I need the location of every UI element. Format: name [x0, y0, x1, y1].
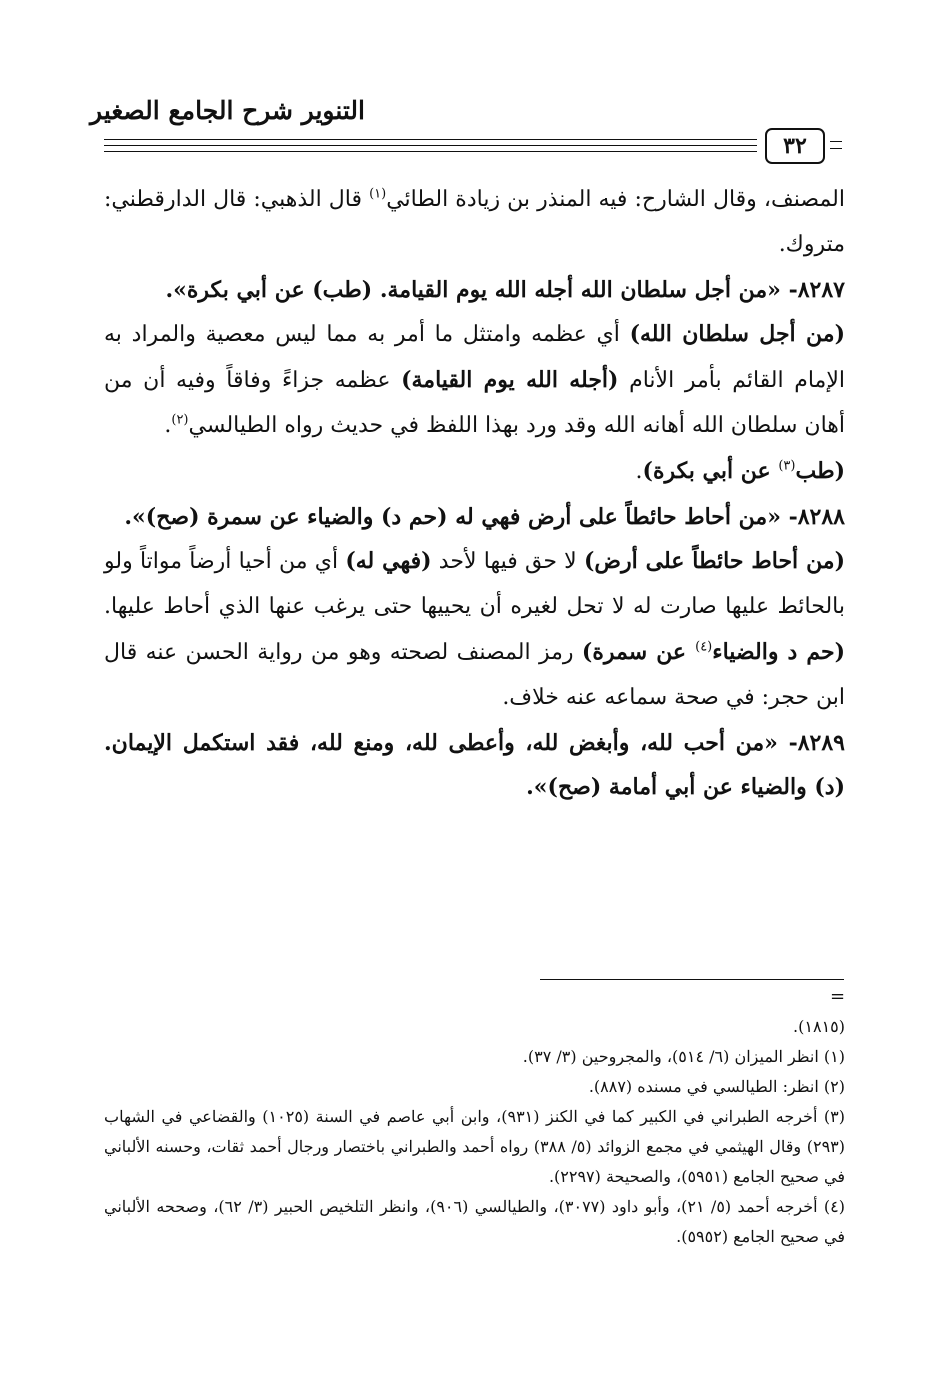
header-rule-line: [104, 139, 757, 140]
footnotes: [104, 1012, 845, 1252]
footnote-ref[interactable]: (٢): [171, 412, 189, 428]
source-8287: (طب$^{(٣)}$ عن أبي بكرة).: [635, 457, 845, 484]
footnote-2: (٢) انظر: الطيالسي في مسنده (٨٨٧).: [588, 1077, 845, 1096]
running-header-title: التنوير شرح الجامع الصغير: [90, 96, 365, 125]
footnote-3: (٣) أخرجه الطبراني في الكبير كما في الكنز (٩٣١)، وابن أبي عاصم في السنة (١٠٢٥) والقضاعي في الشهاب (٢٩٣) وقال الهيثمي في مجمع الزوائد (٥/ ٣٨٨) رواه أحمد والطبراني باختصار ورجال أحمد ثقات، وحسنه الألباني في صحيح الجامع (٥٩٥١)، والصحيحة (٢٢٩٧).: [104, 1107, 846, 1186]
footnote-separator: [540, 979, 844, 980]
header-rule-end: [830, 139, 842, 153]
main-text: [104, 178, 845, 810]
commentary-8287: (من أجل سلطان الله) أي عظمه وامتثل ما أمر به مما ليس معصية والمراد به الإمام القائم بأمر الأنام (أجله الله يوم القيامة) عظمه جزاءً وفاقاً وفيه أن من أهان سلطان الله أهانه الله وقد ورد بهذا اللفظ في حديث رواه الطيالسي$^{(٢)}$.: [104, 321, 846, 438]
footnote-4: (٤) أخرجه أحمد (٥/ ٢١)، وأبو داود (٣٠٧٧)، والطيالسي (٩٠٦)، وانظر التلخيص الحبير (٣/ ٦٢)، وصححه الألباني في صحيح الجامع (٥٩٥٢).: [104, 1197, 846, 1246]
paragraph-continuation: المصنف، وقال الشارح: فيه المنذر بن زيادة الطائي$^{(١)}$ قال الذهبي: قال الدارقطني: متروك.: [104, 186, 845, 257]
footnote-ref[interactable]: (١): [369, 186, 387, 202]
footnote-continuation-marker: =: [830, 986, 846, 1007]
page-number: ٣٢: [765, 128, 825, 164]
header-rule-line: [104, 145, 757, 146]
footnote-ref[interactable]: (٤): [695, 639, 713, 655]
header-rule-lines: [104, 137, 757, 157]
footnote-ref[interactable]: (٣): [778, 458, 796, 474]
hadith-8289: ٨٢٨٩- «من أحب لله، وأبغض لله، وأعطى لله، ومنع لله، فقد استكمل الإيمان. (د) والضياء عن أبي أمامة (صح)».: [104, 729, 845, 801]
hadith-8287: ٨٢٨٧- «من أجل سلطان الله أجله الله يوم القيامة. (طب) عن أبي بكرة».: [165, 276, 845, 303]
header-rule-line: [104, 151, 757, 152]
footnote-1: (١) انظر الميزان (٦/ ٥١٤)، والمجروحين (٣/ ٣٧).: [522, 1047, 845, 1066]
footnote-continuation: (١٨١٥).: [793, 1017, 845, 1036]
commentary-8288: (من أحاط حائطاً على أرض) لا حق فيها لأحد (فهي له) أي من أحيا أرضاً مواتاً ولو بالحائط عليها صارت له لا تحل لغيره أن يحييها حتى يرغب عنها الذي أحاط عليها. (حم د والضياء$^{(٤)}$ عن سمرة) رمز المصنف لصحته وهو من رواية الحسن عنه قال ابن حجر: في صحة سماعه عنه خلاف.: [104, 548, 846, 710]
hadith-8288: ٨٢٨٨- «من أحاط حائطاً على أرض فهي له (حم د) والضياء عن سمرة (صح)».: [124, 503, 845, 530]
